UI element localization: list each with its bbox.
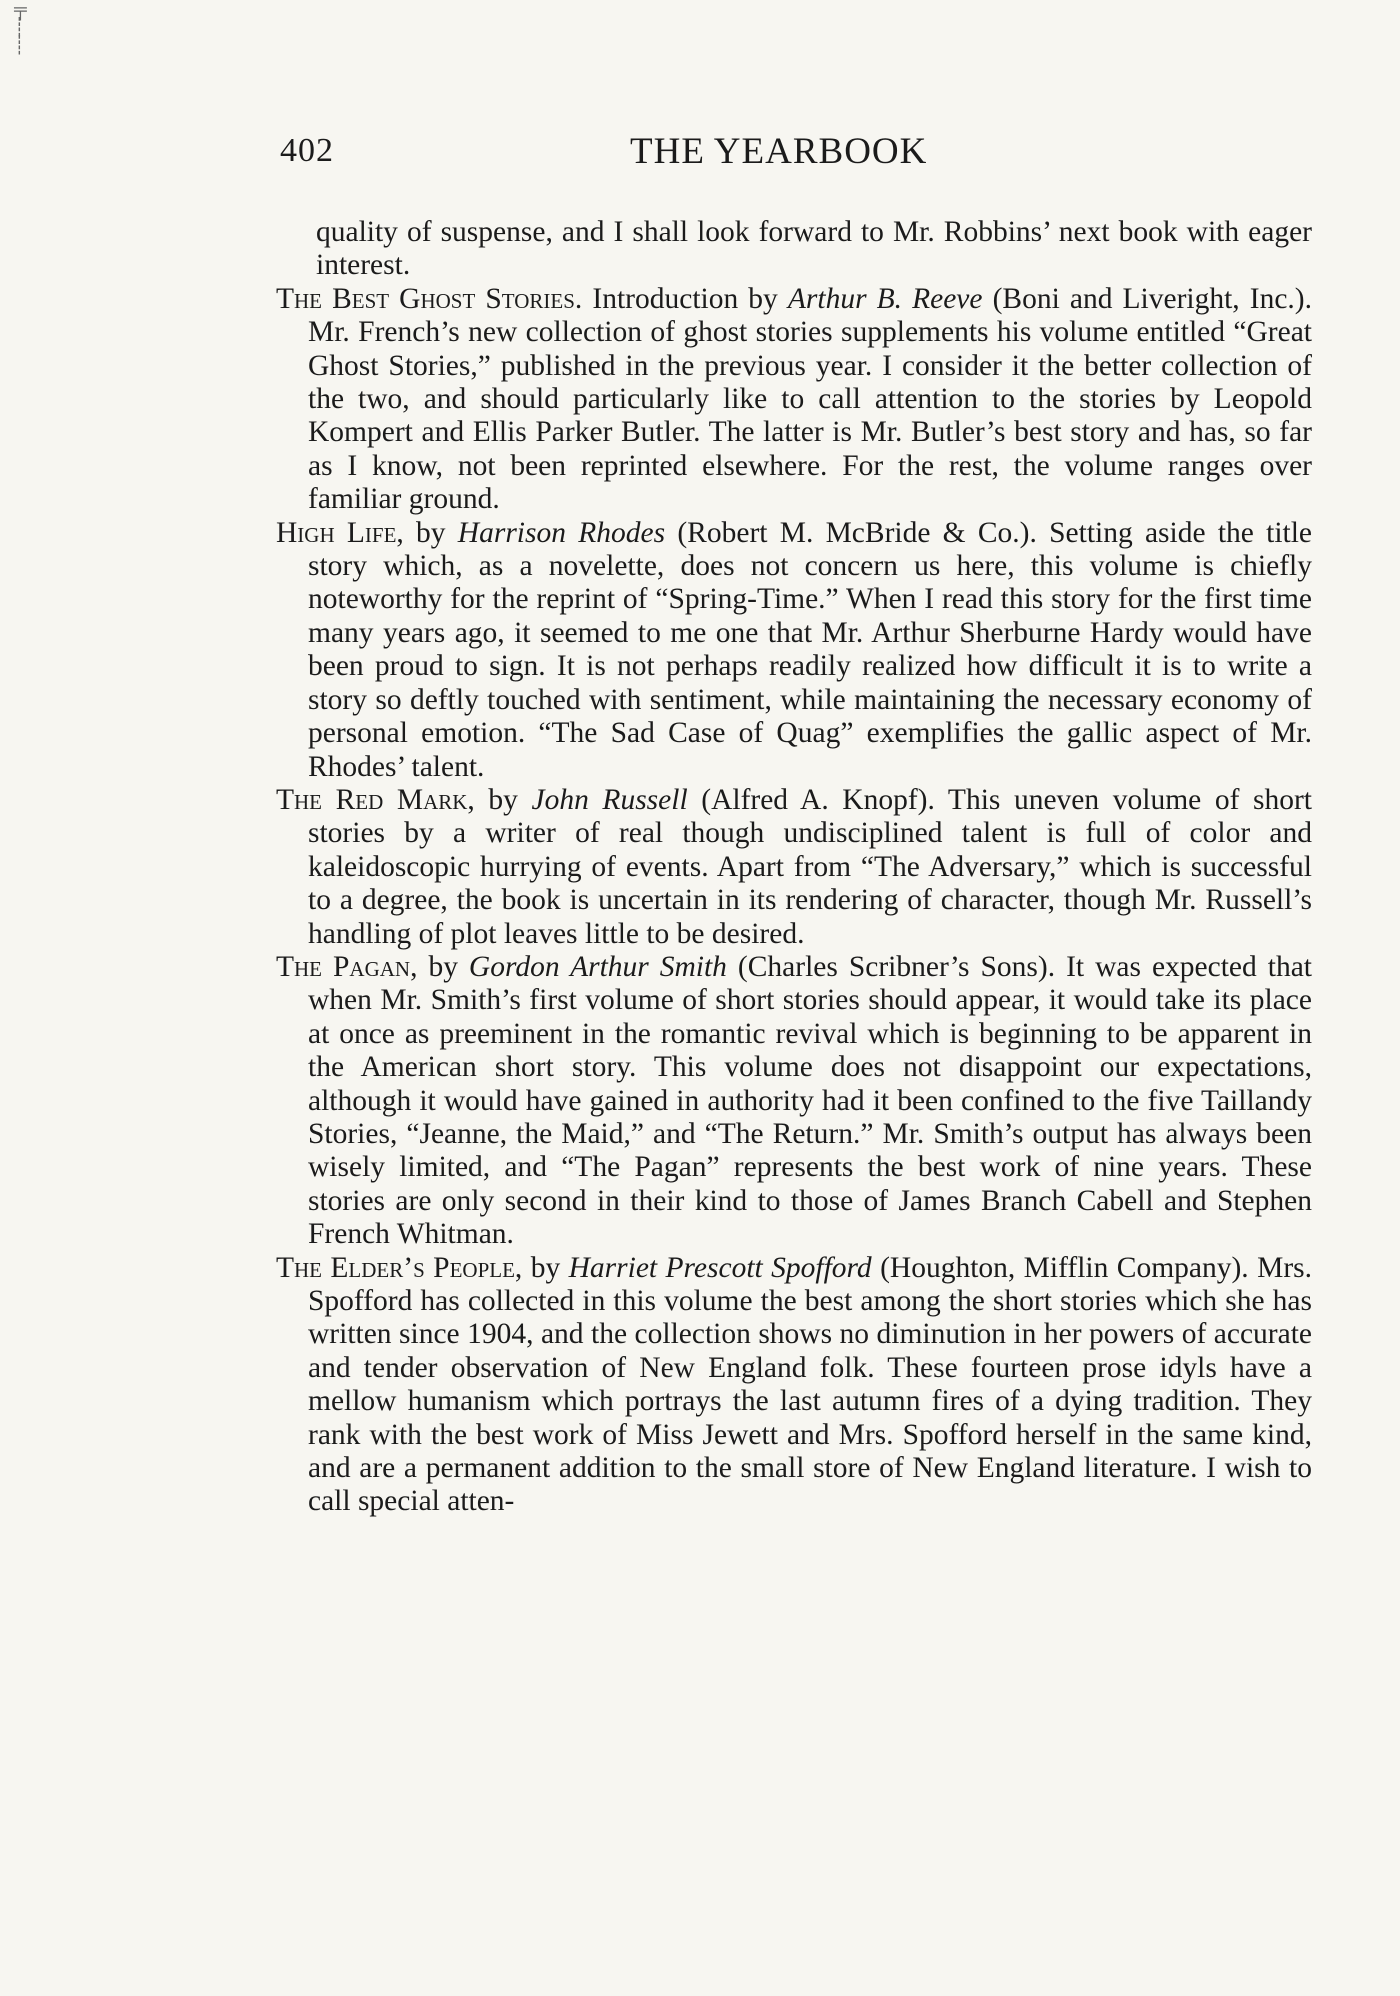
entry-connector: Introduction by (582, 282, 788, 315)
continuation-paragraph: quality of suspense, and I shall look forward to Mr. Robbins’ next book with eager interest. (316, 216, 1312, 282)
entry-review: (Boni and Liveright, Inc.). Mr. French’s new collection of ghost stories supplements his volume entitled “Great Ghost Stories,” published in the previous year. I consider it the better collection of the two, and should particularly like to call attention to the stories by Leopold Kompert and Ellis Parker Butler. The latter is Mr. Butler’s best story and has, so far as I know, not been reprinted elsewhere. For the rest, the volume ranges over familiar ground. (308, 282, 1312, 516)
book-title: The Best Ghost Stories. (276, 282, 583, 315)
body-text (276, 216, 1312, 1519)
running-title: THE YEARBOOK (630, 131, 928, 172)
entry-connector: by (522, 1251, 569, 1284)
book-title: High Life, (276, 516, 404, 549)
book-entry (276, 1252, 1312, 1519)
entry-review: (Alfred A. Knopf). This uneven volume of short stories by a writer of real though undisciplined talent is full of color and kaleidoscopic hurrying of events. Apart from “The Adversary,” which is successful to a degree, the book is uncertain in its rendering of character, though Mr. Russell’s handling of plot leaves little to be desired. (308, 783, 1312, 950)
book-title: The Red Mark, (276, 783, 475, 816)
entry-review: (Houghton, Mifflin Company). Mrs. Spofford has collected in this volume the best among the short stories which she has written since 1904, and the collection shows no diminution in her powers of accurate and tender observation of New England folk. These fourteen prose idyls have a mellow humanism which portrays the last autumn fires of a dying tradition. They rank with the best work of Miss Jewett and Mrs. Spofford herself in the same kind, and are a permanent addition to the small store of New England literature. I wish to call special atten- (308, 1251, 1312, 1518)
book-author: Harrison Rhodes (457, 516, 666, 549)
page-number: 402 (280, 132, 334, 169)
book-title: The Elder’s People, (276, 1251, 523, 1284)
binding-edge-mark: ╤ ┊ ┊ (14, 0, 27, 55)
page-header (270, 132, 1312, 182)
entry-connector: by (403, 516, 458, 549)
book-entry (276, 784, 1312, 951)
book-author: Harriet Prescott Spofford (568, 1251, 872, 1284)
entry-review: (Charles Scribner’s Sons). It was expected that when Mr. Smith’s first volume of short stories should appear, it would take its place at once as preeminent in the romantic revival which is beginning to be apparent in the American short story. This volume does not disappoint our expectations, although it would have gained in authority had it been confined to the five Taillandy Stories, “Jeanne, the Maid,” and “The Return.” Mr. Smith’s output has always been wisely limited, and “The Pagan” represents the best work of nine years. These stories are only second in their kind to those of James Branch Cabell and Stephen French Whitman. (308, 950, 1312, 1251)
book-entry (276, 517, 1312, 784)
book-entry (276, 951, 1312, 1252)
book-entry (276, 283, 1312, 517)
entry-review: (Robert M. McBride & Co.). Setting aside the title story which, as a novelette, does not concern us here, this volume is chiefly noteworthy for the reprint of “Spring-Time.” When I read this story for the first time many years ago, it seemed to me one that Mr. Arthur Sherburne Hardy would have been proud to sign. It is not perhaps readily realized how difficult it is to write a story so deftly touched with sentiment, while maintaining the necessary economy of personal emotion. “The Sad Case of Quag” exemplifies the gallic aspect of Mr. Rhodes’ talent. (308, 516, 1313, 783)
book-author: Arthur B. Reeve (787, 282, 983, 315)
entry-connector: by (474, 783, 532, 816)
book-author: John Russell (531, 783, 688, 816)
book-author: Gordon Arthur Smith (468, 950, 727, 983)
book-title: The Pagan, (276, 950, 418, 983)
entry-connector: by (417, 950, 469, 983)
